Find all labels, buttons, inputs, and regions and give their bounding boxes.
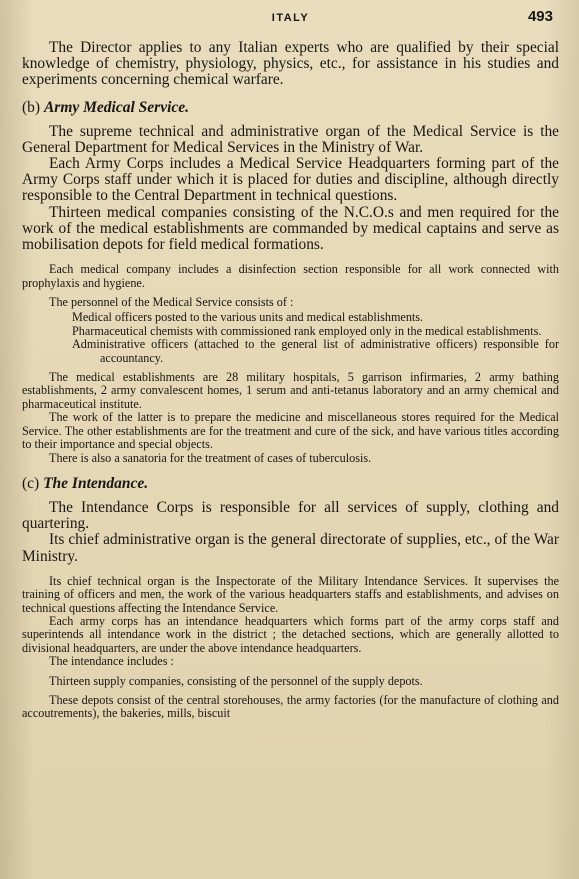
section-b-paragraph-1: The supreme technical and administrative organ of the Medical Service is the General Department for Medical Services in the Ministry of War.: [22, 122, 559, 156]
section-c-label: (c): [22, 474, 40, 492]
section-b-small-paragraph-2: The personnel of the Medical Service consists of :: [49, 295, 294, 310]
section-c-small-paragraph-2: Each army corps has an intendance headquarters which forms part of the army corps staff and superintends all intendance work in the district ; the detached sections, which are generally allotted to divisional headquarters, are under the above intendance headquarters.: [22, 613, 559, 655]
section-b-paragraph-3: Thirteen medical companies consisting of the N.C.O.s and men required for the work of the medical establishments are commanded by medical captains and serve as mobilisation depots for field medical formations.: [22, 203, 559, 254]
section-b-label: (b): [22, 98, 41, 116]
section-b-closing-paragraph-2: The work of the latter is to prepare the medicine and miscellaneous stores required for the Medical Service. The other establishments are for the treatment and cure of the sick, and have various titles according to their importance and special objects.: [22, 410, 559, 452]
list-item: Administrative officers (attached to the general list of administrative officers) responsible for accountancy.: [72, 337, 559, 365]
section-b-heading: [22, 99, 559, 117]
section-c-title: The Intendance.: [43, 474, 149, 492]
intro-paragraph: The Director applies to any Italian experts who are qualified by their special knowledge of chemistry, physiology, physics, etc., for assistance in his studies and experiments concerning chemical warfare.: [22, 39, 559, 89]
section-b-title: Army Medical Service.: [43, 98, 190, 116]
section-b-closing-paragraph-3: There is also a sanatoria for the treatment of cases of tuberculosis.: [49, 450, 372, 465]
list-item: Pharmaceutical chemists with commissioned rank employed only in the medical establishments.: [72, 323, 542, 338]
section-b-paragraph-2: Each Army Corps includes a Medical Service Headquarters forming part of the Army Corps staff under which it is placed for duties and discipline, although directly responsible to the Central Department in technical questions.: [22, 155, 559, 205]
section-c-heading: [22, 475, 559, 493]
list-item: Medical officers posted to the various units and medical establishments.: [72, 310, 424, 325]
section-c-small-paragraph-1: Its chief technical organ is the Inspectorate of the Military Intendance Services. It supervises the training of officers and men, the work of the various headquarters staffs and establishments, and advises on technical questions affecting the Intendance Service.: [22, 573, 559, 615]
section-c-small-paragraph-3: The intendance includes :: [49, 654, 174, 669]
running-title: ITALY: [271, 12, 310, 24]
personnel-list: [22, 311, 559, 365]
section-c-paragraph-2: Its chief administrative organ is the general directorate of supplies, etc., of the War Ministry.: [22, 531, 559, 565]
section-c-includes-item: Thirteen supply companies, consisting of the personnel of the supply depots.: [49, 673, 423, 688]
section-c-paragraph-1: The Intendance Corps is responsible for all services of supply, clothing and quartering.: [22, 498, 559, 533]
section-b-small-paragraph-1: Each medical company includes a disinfection section responsible for all work connected with prophylaxis and hygiene.: [22, 262, 559, 290]
section-b-closing-paragraph-1: The medical establishments are 28 military hospitals, 5 garrison infirmaries, 2 army bathing establishments, 2 army convalescent homes, 1 serum and anti-tetanus laboratory and an army chemical and pharmaceutical institute.: [22, 370, 559, 411]
page-number: 493: [527, 8, 553, 25]
page-header: [22, 8, 559, 30]
section-c-final-paragraph: These depots consist of the central storehouses, the army factories (for the manufacture of clothing and accoutrements), the bakeries, mills, biscuit: [22, 692, 559, 721]
